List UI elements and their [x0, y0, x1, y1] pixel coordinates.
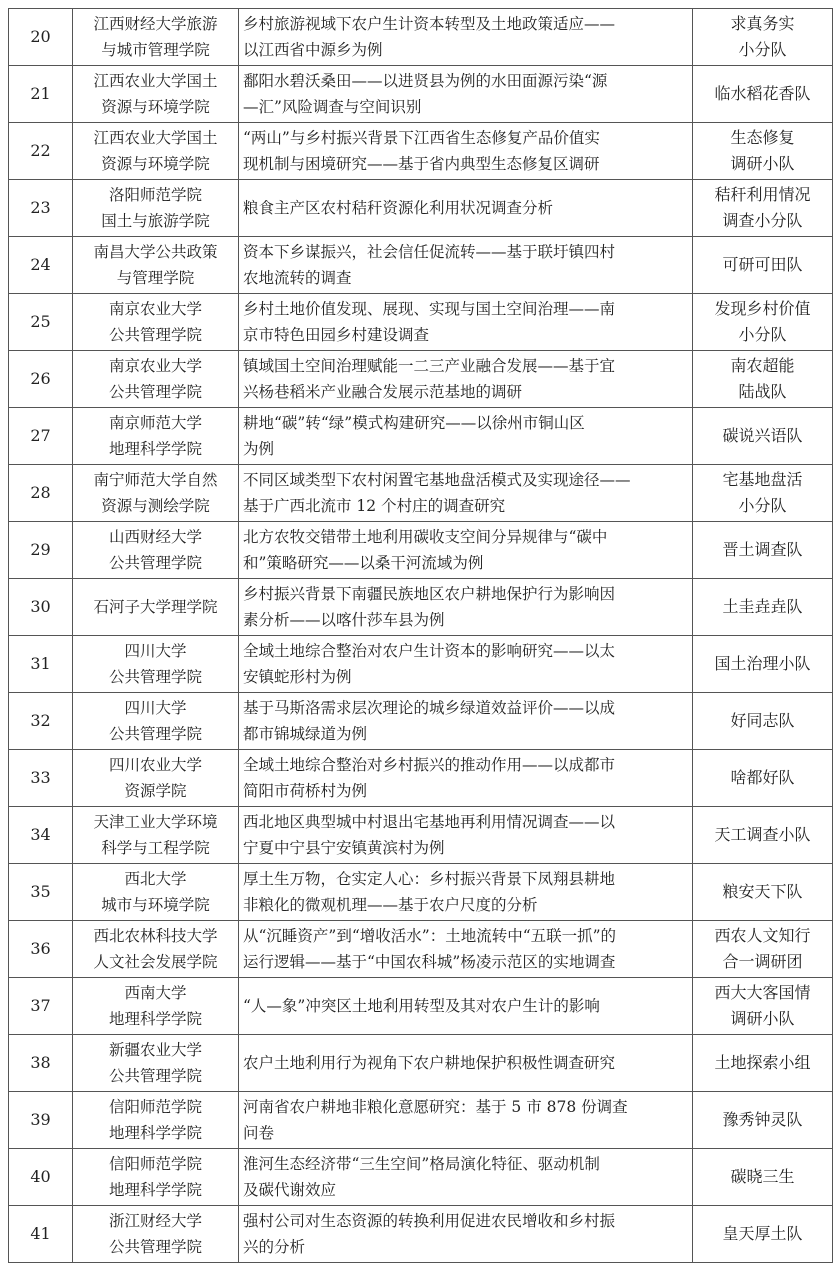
school-cell-line: 地理科学学院: [108, 1181, 202, 1199]
table-row: [9, 9, 833, 66]
team-name-cell: [693, 864, 833, 921]
team-name-cell-line: 好同志队: [730, 711, 795, 730]
team-name-cell: [693, 693, 833, 750]
project-title-cell: [239, 1035, 693, 1092]
school-cell: [73, 1035, 239, 1092]
project-title-cell: [239, 1149, 693, 1206]
team-name-cell-line: 临水稻花香队: [714, 84, 811, 103]
project-title-cell-line: “两山”与乡村振兴背景下江西省生态修复产品价值实: [243, 129, 600, 147]
project-title-cell-line: 从“沉睡资产”到“增收活水”：土地流转中“五联一抓”的: [243, 927, 617, 945]
school-cell-line: 公共管理学院: [108, 1238, 202, 1256]
row-number: 33: [9, 750, 73, 807]
school-cell-line: 公共管理学院: [108, 668, 202, 686]
project-title-cell: [239, 408, 693, 465]
table-row: [9, 123, 833, 180]
school-cell: [73, 180, 239, 237]
school-cell-line: 浙江财经大学: [108, 1212, 202, 1230]
project-title-cell-line: 及碳代谢效应: [243, 1181, 337, 1199]
project-title-cell-line: 西北地区典型城中村退出宅基地再利用情况调查——以: [243, 813, 616, 831]
school-cell: [73, 579, 239, 636]
school-cell-line: 资源与测绘学院: [101, 497, 210, 515]
project-title-cell: [239, 237, 693, 294]
team-name-cell-line: 粮安天下队: [722, 882, 803, 901]
team-name-cell: [693, 1206, 833, 1263]
team-name-cell: [693, 351, 833, 408]
row-number: 21: [9, 66, 73, 123]
project-title-cell-line: 鄱阳水碧沃桑田——以进贤县为例的水田面源污染“源: [243, 72, 608, 90]
project-title-cell: [239, 465, 693, 522]
table-row: [9, 750, 833, 807]
row-number: 29: [9, 522, 73, 579]
team-name-cell: [693, 180, 833, 237]
team-name-cell-line: 碳说兴语队: [722, 426, 803, 445]
row-number: 36: [9, 921, 73, 978]
school-cell-line: 国土与旅游学院: [101, 212, 210, 230]
row-number: 27: [9, 408, 73, 465]
school-cell-line: 新疆农业大学: [108, 1041, 202, 1059]
project-title-cell-line: 乡村振兴背景下南疆民族地区农户耕地保护行为影响因: [243, 585, 616, 603]
school-cell-line: 石河子大学理学院: [93, 598, 218, 616]
team-name-cell-line: 南农超能: [730, 356, 795, 375]
project-title-cell-line: 资本下乡谋振兴，社会信任促流转——基于联圩镇四村: [243, 243, 616, 261]
project-title-cell-line: 粮食主产区农村秸秆资源化利用状况调查分析: [243, 199, 554, 217]
project-title-cell: [239, 807, 693, 864]
team-name-cell-line: 天工调查小队: [714, 825, 811, 844]
table-row: [9, 408, 833, 465]
table-row: [9, 180, 833, 237]
school-cell-line: 与管理学院: [116, 269, 195, 287]
project-title-cell-line: 基于广西北流市 12 个村庄的调查研究: [243, 497, 506, 515]
school-cell-line: 公共管理学院: [108, 383, 202, 401]
school-cell-line: 资源学院: [124, 782, 187, 800]
row-number: 24: [9, 237, 73, 294]
team-name-cell: [693, 636, 833, 693]
school-cell: [73, 465, 239, 522]
project-title-cell: [239, 66, 693, 123]
project-title-cell: [239, 522, 693, 579]
school-cell: [73, 807, 239, 864]
team-name-cell-line: 西大大客国情: [714, 983, 811, 1002]
school-cell-line: 洛阳师范学院: [108, 186, 202, 204]
row-number: 41: [9, 1206, 73, 1263]
project-title-cell: [239, 864, 693, 921]
school-cell-line: 信阳师范学院: [108, 1155, 202, 1173]
row-number: 30: [9, 579, 73, 636]
school-cell: [73, 1149, 239, 1206]
school-cell-line: 四川农业大学: [108, 756, 202, 774]
table-row: [9, 579, 833, 636]
project-title-cell-line: 强村公司对生态资源的转换利用促进农民增收和乡村振: [243, 1212, 616, 1230]
project-title-cell-line: 河南省农户耕地非粮化意愿研究：基于 5 市 878 份调查: [243, 1098, 628, 1116]
team-name-cell-line: 调查小分队: [722, 211, 803, 230]
school-cell-line: 西南大学: [124, 984, 187, 1002]
school-cell: [73, 864, 239, 921]
school-cell: [73, 1206, 239, 1263]
project-title-cell-line: 非粮化的微观机理——基于农户尺度的分析: [243, 896, 538, 914]
table-row: [9, 921, 833, 978]
project-title-cell: [239, 921, 693, 978]
project-title-cell-line: 兴杨巷稻米产业融合发展示范基地的调研: [243, 383, 523, 401]
school-cell: [73, 750, 239, 807]
project-title-cell-line: 农地流转的调查: [243, 269, 352, 287]
project-title-cell-line: 现机制与困境研究——基于省内典型生态修复区调研: [243, 155, 600, 173]
row-number: 32: [9, 693, 73, 750]
team-name-cell: [693, 1149, 833, 1206]
table-row: [9, 1035, 833, 1092]
table-row: [9, 864, 833, 921]
school-cell: [73, 351, 239, 408]
school-cell-line: 江西财经大学旅游: [93, 15, 218, 33]
school-cell: [73, 123, 239, 180]
school-cell-line: 南京农业大学: [108, 357, 202, 375]
row-number: 23: [9, 180, 73, 237]
project-title-cell-line: 耕地“碳”转“绿”模式构建研究——以徐州市铜山区: [243, 414, 585, 432]
team-name-cell-line: 合一调研团: [722, 952, 803, 971]
team-name-cell-line: 小分队: [738, 496, 787, 515]
table-row: [9, 636, 833, 693]
project-title-cell: [239, 579, 693, 636]
project-title-cell-line: 乡村旅游视域下农户生计资本转型及土地政策适应——: [243, 15, 616, 33]
team-name-cell: [693, 408, 833, 465]
project-title-cell-line: —汇”风险调查与空间识别: [243, 98, 422, 116]
school-cell: [73, 66, 239, 123]
row-number: 34: [9, 807, 73, 864]
project-title-cell: [239, 636, 693, 693]
school-cell-line: 江西农业大学国土: [93, 72, 218, 90]
team-name-cell-line: 宅基地盘活: [722, 470, 803, 489]
team-name-cell-line: 皇天厚土队: [722, 1224, 803, 1243]
school-cell: [73, 693, 239, 750]
table-body: [9, 9, 833, 1263]
team-name-cell: [693, 66, 833, 123]
school-cell: [73, 294, 239, 351]
project-title-cell-line: 以江西省中源乡为例: [243, 41, 383, 59]
project-title-cell: [239, 1092, 693, 1149]
table-row: [9, 465, 833, 522]
team-name-cell-line: 小分队: [738, 325, 787, 344]
table-row: [9, 351, 833, 408]
row-number: 22: [9, 123, 73, 180]
project-title-cell: [239, 294, 693, 351]
row-number: 35: [9, 864, 73, 921]
school-cell-line: 南京师范大学: [108, 414, 202, 432]
team-name-cell-line: 碳晓三生: [730, 1167, 795, 1186]
project-title-cell-line: 运行逻辑——基于“中国农科城”杨凌示范区的实地调查: [243, 953, 616, 971]
project-title-cell-line: 厚土生万物，仓实定人心：乡村振兴背景下凤翔县耕地: [243, 870, 616, 888]
project-title-cell-line: 镇域国土空间治理赋能一二三产业融合发展——基于宜: [243, 357, 616, 375]
project-title-cell-line: “人—象”冲突区土地利用转型及其对农户生计的影响: [243, 997, 600, 1015]
table-row: [9, 1206, 833, 1263]
table-row: [9, 807, 833, 864]
row-number: 38: [9, 1035, 73, 1092]
table-row: [9, 978, 833, 1035]
team-name-cell: [693, 522, 833, 579]
project-title-cell: [239, 693, 693, 750]
project-title-cell: [239, 750, 693, 807]
team-name-cell: [693, 750, 833, 807]
school-cell-line: 资源与环境学院: [101, 155, 210, 173]
project-title-cell: [239, 180, 693, 237]
row-number: 37: [9, 978, 73, 1035]
school-cell-line: 西北大学: [124, 870, 187, 888]
row-number: 26: [9, 351, 73, 408]
school-cell-line: 公共管理学院: [108, 326, 202, 344]
team-name-cell: [693, 9, 833, 66]
school-cell-line: 信阳师范学院: [108, 1098, 202, 1116]
table-row: [9, 1149, 833, 1206]
school-cell-line: 科学与工程学院: [101, 839, 210, 857]
school-cell-line: 资源与环境学院: [101, 98, 210, 116]
school-cell: [73, 237, 239, 294]
team-name-cell: [693, 579, 833, 636]
row-number: 25: [9, 294, 73, 351]
project-title-cell-line: 为例: [243, 440, 275, 458]
school-cell-line: 公共管理学院: [108, 554, 202, 572]
school-cell-line: 四川大学: [124, 699, 187, 717]
team-name-cell: [693, 1092, 833, 1149]
team-name-cell-line: 西农人文知行: [714, 926, 811, 945]
project-title-cell-line: 京市特色田园乡村建设调查: [243, 326, 430, 344]
project-title-cell-line: 问卷: [243, 1124, 275, 1142]
project-title-cell-line: 素分析——以喀什莎车县为例: [243, 611, 445, 629]
school-cell-line: 地理科学学院: [108, 440, 202, 458]
school-cell-line: 南宁师范大学自然: [93, 471, 218, 489]
table-row: [9, 66, 833, 123]
project-title-cell-line: 宁夏中宁县宁安镇黄滨村为例: [243, 839, 445, 857]
team-name-cell-line: 可研可田队: [722, 255, 803, 274]
project-title-cell-line: 农户土地利用行为视角下农户耕地保护积极性调查研究: [243, 1054, 616, 1072]
project-title-cell-line: 全域土地综合整治对乡村振兴的推动作用——以成都市: [243, 756, 616, 774]
project-title-cell: [239, 123, 693, 180]
school-cell-line: 与城市管理学院: [101, 41, 210, 59]
team-name-cell-line: 啥都好队: [730, 768, 795, 787]
team-name-cell-line: 土地探索小组: [714, 1053, 811, 1072]
project-title-cell-line: 全域土地综合整治对农户生计资本的影响研究——以太: [243, 642, 616, 660]
school-cell-line: 公共管理学院: [108, 725, 202, 743]
team-name-cell-line: 陆战队: [738, 382, 787, 401]
row-number: 28: [9, 465, 73, 522]
row-number: 39: [9, 1092, 73, 1149]
team-name-cell-line: 晋土调查队: [722, 540, 803, 559]
project-title-cell: [239, 1206, 693, 1263]
team-list-table: [8, 8, 833, 1263]
table-row: [9, 294, 833, 351]
table-row: [9, 522, 833, 579]
team-name-cell: [693, 921, 833, 978]
project-title-cell-line: 基于马斯洛需求层次理论的城乡绿道效益评价——以成: [243, 699, 616, 717]
school-cell-line: 山西财经大学: [108, 528, 202, 546]
project-title-cell-line: 北方农牧交错带土地利用碳收支空间分异规律与“碳中: [243, 528, 608, 546]
team-name-cell: [693, 978, 833, 1035]
school-cell-line: 城市与环境学院: [101, 896, 210, 914]
table-row: [9, 1092, 833, 1149]
team-name-cell: [693, 1035, 833, 1092]
project-title-cell-line: 安镇蛇形村为例: [243, 668, 352, 686]
school-cell-line: 江西农业大学国土: [93, 129, 218, 147]
team-name-cell-line: 土圭垚垚队: [722, 597, 803, 616]
school-cell-line: 四川大学: [124, 642, 187, 660]
table-row: [9, 693, 833, 750]
row-number: 20: [9, 9, 73, 66]
school-cell: [73, 1092, 239, 1149]
team-name-cell-line: 调研小队: [730, 154, 795, 173]
team-name-cell-line: 豫秀钟灵队: [722, 1110, 803, 1129]
project-title-cell: [239, 351, 693, 408]
school-cell: [73, 522, 239, 579]
school-cell: [73, 9, 239, 66]
team-name-cell-line: 秸秆利用情况: [714, 185, 811, 204]
school-cell-line: 西北农林科技大学: [93, 927, 218, 945]
school-cell: [73, 636, 239, 693]
project-title-cell-line: 简阳市荷桥村为例: [243, 782, 368, 800]
team-name-cell: [693, 123, 833, 180]
school-cell-line: 地理科学学院: [108, 1010, 202, 1028]
school-cell-line: 南京农业大学: [108, 300, 202, 318]
table-row: [9, 237, 833, 294]
team-name-cell-line: 调研小队: [730, 1009, 795, 1028]
row-number: 40: [9, 1149, 73, 1206]
team-name-cell-line: 发现乡村价值: [714, 299, 811, 318]
school-cell: [73, 978, 239, 1035]
team-name-cell-line: 小分队: [738, 40, 787, 59]
project-title-cell-line: 都市锦城绿道为例: [243, 725, 368, 743]
school-cell-line: 地理科学学院: [108, 1124, 202, 1142]
school-cell-line: 天津工业大学环境: [93, 813, 218, 831]
row-number: 31: [9, 636, 73, 693]
project-title-cell-line: 兴的分析: [243, 1238, 306, 1256]
team-name-cell: [693, 807, 833, 864]
team-name-cell: [693, 294, 833, 351]
school-cell-line: 人文社会发展学院: [93, 953, 218, 971]
team-name-cell: [693, 237, 833, 294]
team-name-cell-line: 国土治理小队: [714, 654, 811, 673]
school-cell: [73, 921, 239, 978]
team-name-cell-line: 生态修复: [730, 128, 795, 147]
project-title-cell-line: 淮河生态经济带“三生空间”格局演化特征、驱动机制: [243, 1155, 600, 1173]
team-name-cell: [693, 465, 833, 522]
project-title-cell-line: 不同区域类型下农村闲置宅基地盘活模式及实现途径——: [243, 471, 631, 489]
project-title-cell-line: 和”策略研究——以桑干河流域为例: [243, 554, 484, 572]
school-cell-line: 南昌大学公共政策: [93, 243, 218, 261]
team-name-cell-line: 求真务实: [730, 14, 795, 33]
school-cell-line: 公共管理学院: [108, 1067, 202, 1085]
project-title-cell: [239, 9, 693, 66]
project-title-cell-line: 乡村土地价值发现、展现、实现与国土空间治理——南: [243, 300, 616, 318]
project-title-cell: [239, 978, 693, 1035]
school-cell: [73, 408, 239, 465]
